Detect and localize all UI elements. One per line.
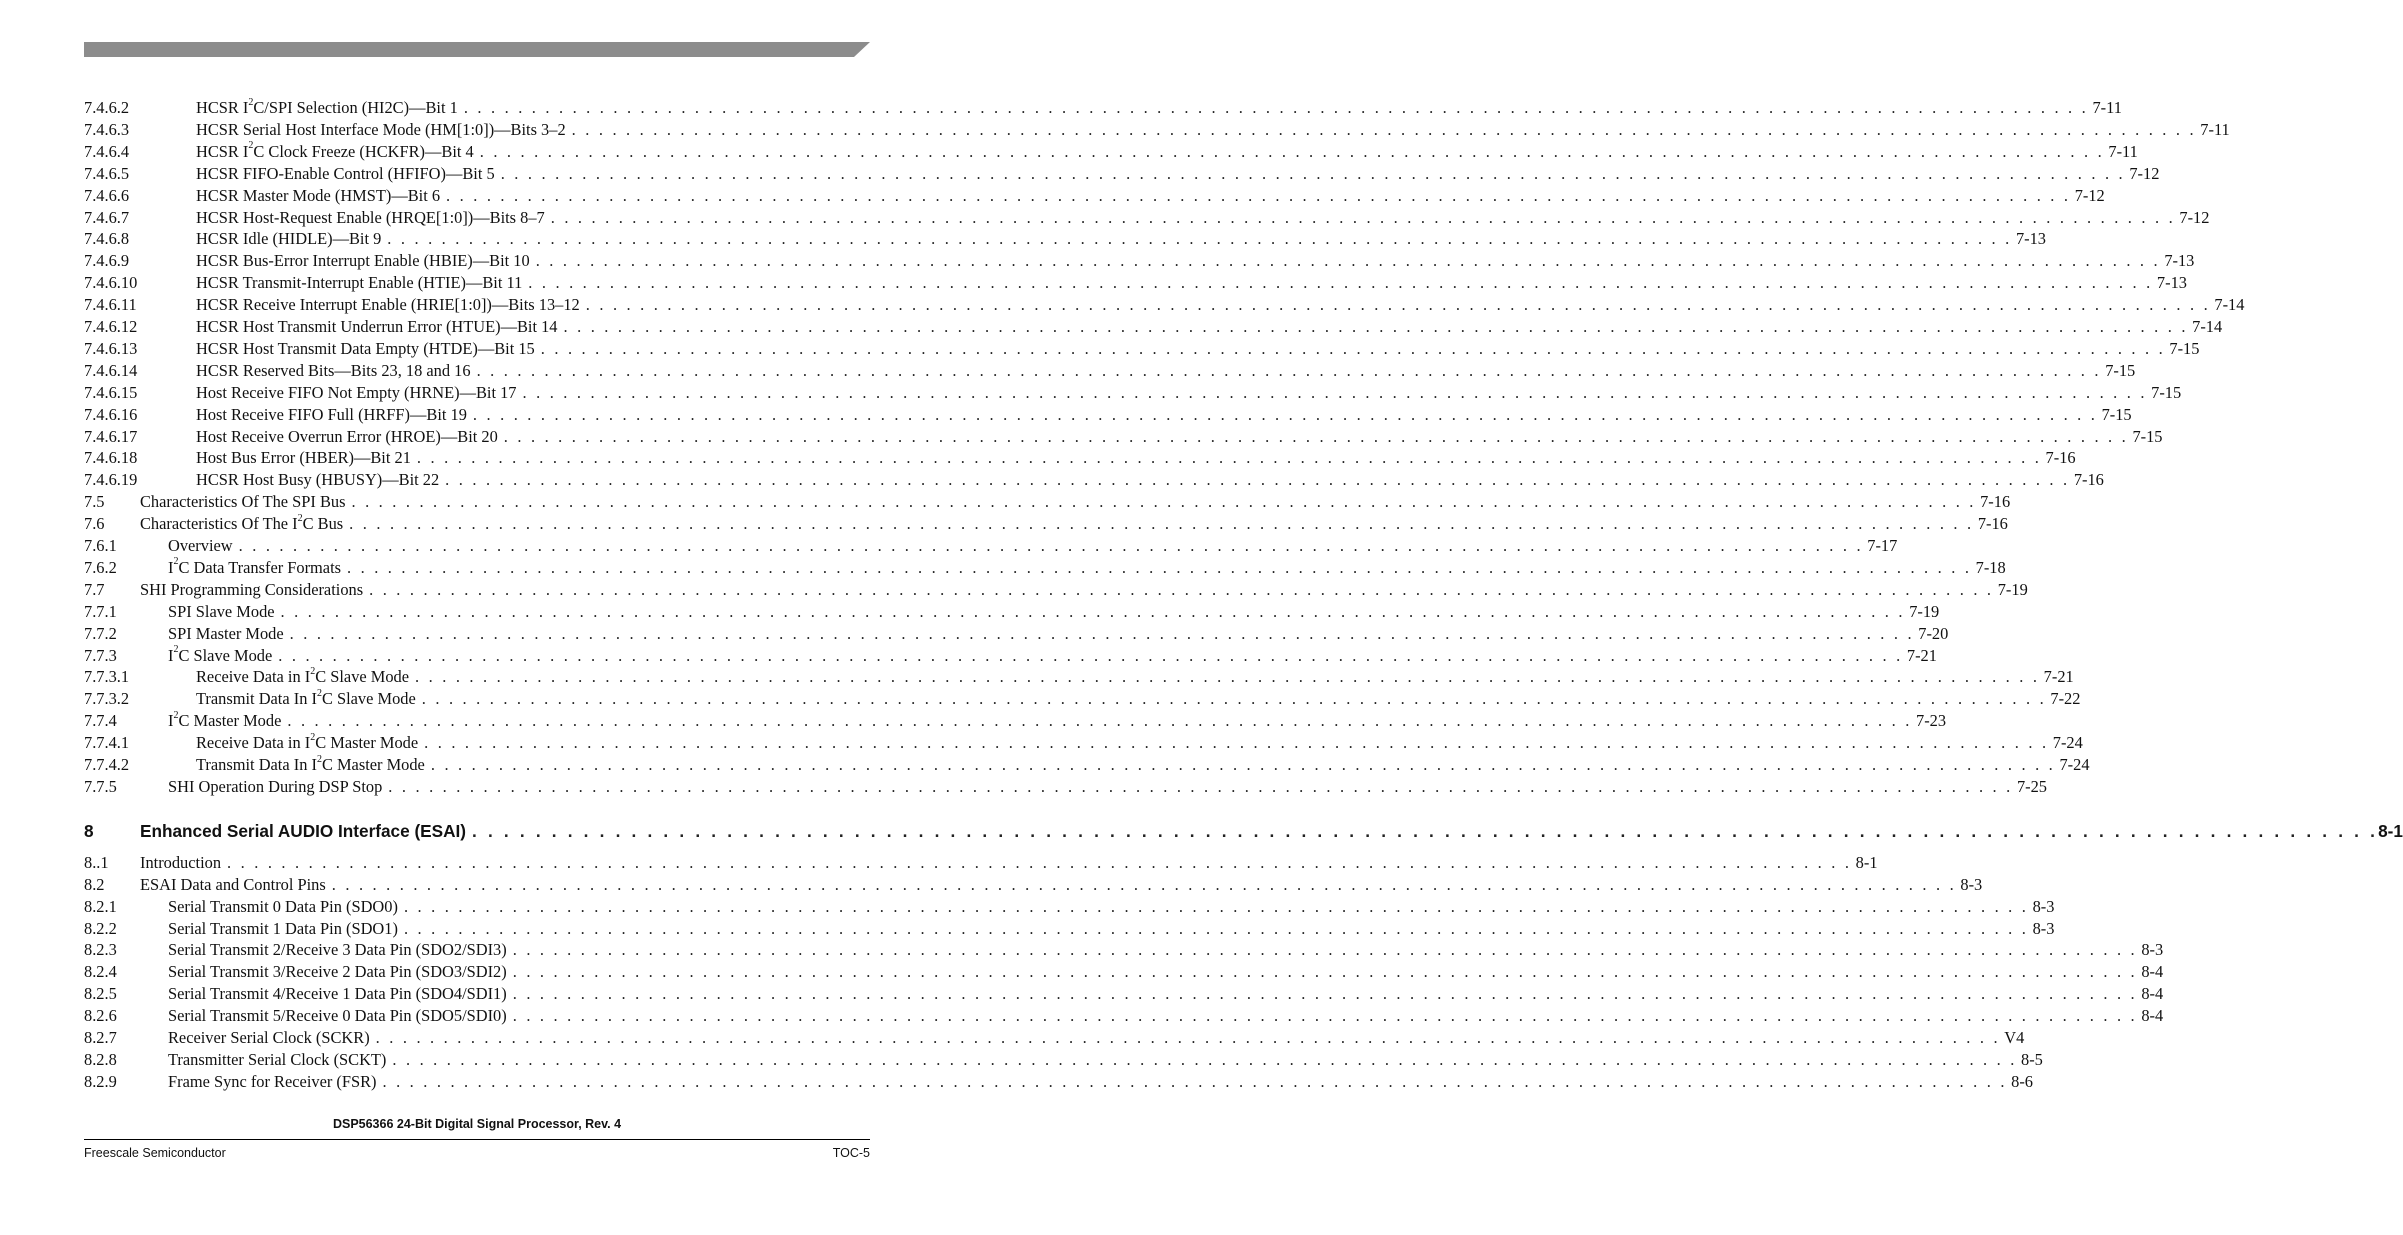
title-text: ESAI Data and Control Pins [140, 874, 326, 894]
toc-section-number: 8.2.7 [84, 1028, 117, 1047]
dot-leader: . . . . . . . . . . . . . . . . . . . . . . . . . . . . . . . . . . . . . . . . . . . . . . . . . . . . . . . . . . . . . . . . . . . . . . . . . . . . . . . . . . . . . . . . . . . . . . . . . . . . . . . . . . . . . . . . . . . . . . . . [522, 382, 2148, 402]
toc-row[interactable] [84, 984, 2164, 1006]
title-text: HCSR I [196, 98, 249, 117]
title-text: Serial Transmit 4/Receive 1 Data Pin (SDO4/SDI1) [168, 984, 507, 1004]
toc-row[interactable] [84, 962, 2164, 984]
toc-section-number: 7.7.5 [84, 776, 117, 796]
dot-leader: . . . . . . . . . . . . . . . . . . . . . . . . . . . . . . . . . . . . . . . . . . . . . . . . . . . . . . . . . . . . . . . . . . . . . . . . . . . . . . . . . . . . . . . . . . . . . . . . . . . . . . . . . . . . . . . . . . . . . . . . [347, 557, 1972, 577]
toc-row[interactable] [84, 492, 2011, 514]
dot-leader: . . . . . . . . . . . . . . . . . . . . . . . . . . . . . . . . . . . . . . . . . . . . . . . . . . . . . . . . . . . . . . . . . . . . . . . . . . . . . . . . . . . . . . . . . . . . . . . . . . . . . . . . . . . . . . . . . . . . . . . . [349, 514, 1974, 534]
dot-leader: . . . . . . . . . . . . . . . . . . . . . . . . . . . . . . . . . . . . . . . . . . . . . . . . . . . . . . . . . . . . . . . . . . . . . . . . . . . . . . . . . . . . . . . . . . . . . . . . . . . . . . . . . . . . . . . . . . . . . . . . [472, 404, 2098, 424]
toc-row[interactable] [84, 96, 2122, 120]
toc-row[interactable] [84, 382, 2182, 405]
toc-entry-title[interactable] [168, 962, 513, 982]
title-text: HCSR Reserved Bits—Bits 23, 18 and 16 [196, 360, 471, 380]
dot-leader: . . . . . . . . . . . . . . . . . . . . . . . . . . . . . . . . . . . . . . . . . . . . . . . . . . . . . . . . . . . . . . . . . . . . . . . . . . . . . . . . . . . . . . . . . . . . . . . . . . . . . . . . . . . . . . . . . . . . . . . . [392, 1049, 2018, 1069]
toc-entry-title[interactable] [196, 164, 501, 184]
toc-section-number: 7.4.6.5 [84, 163, 130, 183]
title-text: Transmitter Serial Clock (SCKT) [168, 1049, 387, 1069]
toc-entry-title[interactable] [196, 427, 504, 447]
toc-entry-title[interactable] [196, 120, 572, 140]
dot-leader: . . . . . . . . . . . . . . . . . . . . . . . . . . . . . . . . . . . . . . . . . . . . . . . . . . . . . . . . . . . . . . . . . . . . . . . . . . . . . . . . . . . . . . . . . . . . . . . . . . . . . . . . . . . . . . . . . . . . . . . . [403, 918, 2029, 938]
toc-row[interactable] [84, 119, 2230, 142]
superscript: 2 [248, 140, 254, 152]
title-text: C Master Mode [315, 733, 419, 753]
toc-row[interactable] [84, 536, 1898, 558]
title-text: Host Receive Overrun Error (HROE)—Bit 20 [196, 426, 498, 446]
toc-entry-title[interactable] [168, 984, 513, 1004]
toc-section-number: 8.2.2 [84, 918, 117, 938]
toc-page-number[interactable]: 7-20 [1918, 623, 1949, 643]
dot-leader: . . . . . . . . . . . . . . . . . . . . . . . . . . . . . . . . . . . . . . . . . . . . . . . . . . . . . . . . . . . . . . . . . . . . . . . . . . . . . . . . . . . . . . . . . . . . . . . . . . . . . . . . . . . . . . . . . . . . . . . . [479, 141, 2105, 161]
toc-page-number[interactable]: 7-15 [2151, 382, 2182, 402]
toc-page-number[interactable]: 7-16 [1980, 492, 2011, 512]
toc-page-number[interactable]: 7-15 [2132, 426, 2163, 446]
dot-leader: . . . . . . . . . . . . . . . . . . . . . . . . . . . . . . . . . . . . . . . . . . . . . . . . . . . . . . . . . . . . . . . . . . . . . . . . . . . . . . . . . . . . . . . . . . . . . . . . . . . . . . . . . . . . . . . . . . . . . . . . [278, 645, 1903, 665]
toc-row[interactable] [84, 918, 2055, 941]
dot-leader: . . . . . . . . . . . . . . . . . . . . . . . . . . . . . . . . . . . . . . . . . . . . . . . . . . . . . . . . . . . . . . . . . . . . . . . . . . . . . . . . . . . . . . . . . . . . . . . . . . . . . . . . . . . . . . . . . . . . . . . . [512, 1006, 2138, 1026]
toc-row[interactable] [84, 229, 2046, 251]
dot-leader: . . . . . . . . . . . . . . . . . . . . . . . . . . . . . . . . . . . . . . . . . . . . . . . . . . . . . . . . . . . . . . . . . . . . . . . . . . . . . . . . . . . . . . . . . . . . . . . . . . . . . . . . . . . . . . . . . . . . . . . . [375, 1028, 2001, 1047]
title-text: C Master Mode [178, 711, 282, 731]
dot-leader: . . . . . . . . . . . . . . . . . . . . . . . . . . . . . . . . . . . . . . . . . . . . . . . . . . . . . . . . . . . . . . . . . . . . . . . . . . . . . . . . . . . . . . . . . . . . . . . . . . . . . . . . . . . . . . . . . . . . . . . . [430, 755, 2056, 774]
toc-row[interactable] [84, 776, 2047, 799]
toc-page-number[interactable]: 7-14 [2192, 317, 2223, 336]
toc-page-number[interactable]: 8-4 [2141, 962, 2164, 982]
toc-row[interactable] [84, 295, 2245, 317]
title-text: HCSR Idle (HIDLE)—Bit 9 [196, 229, 382, 249]
title-text: Receive Data in I [196, 667, 311, 687]
toc-section-number: 7.7.3.1 [84, 667, 130, 687]
toc-section-number: 7.4.6.2 [84, 98, 130, 117]
toc-page-number[interactable]: 8-4 [2141, 1006, 2164, 1026]
superscript: 2 [173, 644, 179, 656]
toc-page-number[interactable]: 7-14 [2214, 295, 2245, 315]
toc-page-number[interactable]: 7-12 [2074, 185, 2105, 205]
dot-leader: . . . . . . . . . . . . . . . . . . . . . . . . . . . . . . . . . . . . . . . . . . . . . . . . . . . . . . . . . . . . . . . . . . . . . . . . . . . . . . . . . . . . . . . . . . . . . . . . . . . . . . . . . . . . . . . . . . . . . . . . [387, 229, 2012, 249]
toc-page-number[interactable]: 7-17 [1867, 536, 1898, 555]
title-text: Host Bus Error (HBER)—Bit 21 [196, 448, 411, 468]
superscript: 2 [297, 512, 303, 524]
toc-section-number: 8 [84, 820, 94, 841]
dot-leader: . . . . . . . . . . . . . . . . . . . . . . . . . . . . . . . . . . . . . . . . . . . . . . . . . . . . . . . . . . . . . . . . . . . . . . . . . . . . . . . . . . . . . . . . . . . . . . . . . . . . . . . . . . . . . . . . . . . . . . . . [563, 317, 2189, 336]
dot-leader: . . . . . . . . . . . . . . . . . . . . . . . . . . . . . . . . . . . . . . . . . . . . . . . . . . . . . . . . . . . . . . . . . . . . . . . . . . . . . . . . . . . . . . . . . . . . . . . . . . . . . . . . . . . . . . . . . . . . . . . . [445, 470, 2070, 490]
toc-entry-title[interactable] [196, 295, 586, 315]
toc-section-number: 7.4.6.6 [84, 185, 130, 205]
title-text: C Data Transfer Formats [178, 557, 341, 577]
footer-company: Freescale Semiconductor [84, 1146, 226, 1160]
toc-section-number: 7.6 [84, 514, 105, 534]
toc-entry-title[interactable] [168, 897, 404, 917]
toc-entry-title[interactable] [168, 1072, 382, 1092]
toc-section-number: 8.2.9 [84, 1071, 117, 1091]
toc-entry-title[interactable] [196, 208, 551, 228]
superscript: 2 [173, 556, 179, 568]
title-text: C Slave Mode [178, 645, 273, 665]
toc-row[interactable] [84, 623, 1949, 646]
toc-section-number: 7.7.3.2 [84, 689, 130, 709]
toc-entry-title[interactable] [168, 777, 388, 797]
toc-section-number: 7.4.6.18 [84, 448, 138, 468]
toc-row[interactable] [84, 185, 2105, 208]
dot-leader: . . . . . . . . . . . . . . . . . . . . . . . . . . . . . . . . . . . . . . . . . . . . . . . . . . . . . . . . . . . . . . . . . . . . . . . . . . . . . . . . . . . . . . . . . . . . . . . . . . . . . . . . . . . . . . . . . . . . . . . . [472, 820, 2379, 841]
toc-row[interactable] [84, 1049, 2043, 1072]
toc-entry-title[interactable] [196, 667, 415, 687]
toc-section-number: 8..1 [84, 852, 109, 872]
toc-section-number: 7.4.6.11 [84, 295, 137, 315]
dot-leader: . . . . . . . . . . . . . . . . . . . . . . . . . . . . . . . . . . . . . . . . . . . . . . . . . . . . . . . . . . . . . . . . . . . . . . . . . . . . . . . . . . . . . . . . . . . . . . . . . . . . . . . . . . . . . . . . . . . . . . . . [500, 163, 2126, 183]
toc-page-number[interactable]: 7-19 [1997, 579, 2028, 599]
toc-section-number: 7.4.6.19 [84, 470, 138, 490]
toc-section-number: 8.2.3 [84, 940, 117, 960]
toc-entry-title[interactable] [196, 405, 473, 425]
title-text: C Master Mode [321, 755, 425, 774]
toc-entry-title[interactable] [196, 733, 424, 753]
toc-page-number[interactable]: 7-13 [2015, 229, 2046, 249]
dot-leader: . . . . . . . . . . . . . . . . . . . . . . . . . . . . . . . . . . . . . . . . . . . . . . . . . . . . . . . . . . . . . . . . . . . . . . . . . . . . . . . . . . . . . . . . . . . . . . . . . . . . . . . . . . . . . . . . . . . . . . . . [227, 852, 1852, 872]
toc-entry-title[interactable] [196, 229, 387, 249]
toc-section-number: 7.4.6.10 [84, 273, 138, 293]
title-text: Receiver Serial Clock (SCKR) [168, 1028, 370, 1047]
title-text: Characteristics Of The I [140, 514, 298, 534]
toc-row[interactable] [84, 1071, 2033, 1094]
toc-page-number[interactable]: 7-11 [2200, 119, 2230, 139]
dot-leader: . . . . . . . . . . . . . . . . . . . . . . . . . . . . . . . . . . . . . . . . . . . . . . . . . . . . . . . . . . . . . . . . . . . . . . . . . . . . . . . . . . . . . . . . . . . . . . . . . . . . . . . . . . . . . . . . . . . . . . . . [388, 776, 2013, 796]
title-text: SPI Master Mode [168, 623, 284, 643]
toc-page-number[interactable]: 7-11 [2108, 141, 2138, 161]
toc-page-number[interactable]: 7-12 [2179, 207, 2210, 227]
toc-page-number[interactable]: 7-16 [1977, 514, 2008, 534]
toc-row[interactable] [84, 896, 2055, 919]
toc-row[interactable] [84, 687, 2081, 711]
toc-section-number: 8.2 [84, 874, 105, 894]
toc-entry-title[interactable] [196, 339, 541, 359]
toc-page-number[interactable]: V4 [2004, 1028, 2025, 1047]
toc-row[interactable] [84, 852, 1878, 875]
dot-leader: . . . . . . . . . . . . . . . . . . . . . . . . . . . . . . . . . . . . . . . . . . . . . . . . . . . . . . . . . . . . . . . . . . . . . . . . . . . . . . . . . . . . . . . . . . . . . . . . . . . . . . . . . . . . . . . . . . . . . . . . [382, 1071, 2008, 1091]
toc-row[interactable] [84, 360, 2136, 383]
toc-page-number[interactable]: 7-19 [1909, 601, 1940, 621]
toc-page-number[interactable]: 7-11 [2092, 98, 2122, 117]
title-text: Enhanced Serial AUDIO Interface (ESAI) [140, 820, 467, 841]
toc-entry-title[interactable] [196, 470, 445, 490]
toc-entry-title[interactable] [140, 875, 332, 895]
toc-row[interactable] [84, 601, 1940, 624]
title-text: SPI Slave Mode [168, 601, 275, 621]
toc-page-number[interactable]: 8-3 [1960, 874, 1983, 894]
title-text: Host Receive FIFO Full (HRFF)—Bit 19 [196, 404, 467, 424]
dot-leader: . . . . . . . . . . . . . . . . . . . . . . . . . . . . . . . . . . . . . . . . . . . . . . . . . . . . . . . . . . . . . . . . . . . . . . . . . . . . . . . . . . . . . . . . . . . . . . . . . . . . . . . . . . . . . . . . . . . . . . . . [369, 579, 1994, 599]
toc-page-number[interactable]: 8-3 [2141, 940, 2164, 960]
toc-row[interactable] [84, 273, 2187, 295]
toc-entry-title[interactable] [168, 624, 290, 644]
toc-section-number: 7.6.1 [84, 536, 117, 555]
toc-page-number[interactable]: 7-12 [2129, 163, 2160, 183]
toc-section-number: 8.2.5 [84, 984, 117, 1004]
toc-row[interactable] [84, 404, 2132, 427]
toc-entry-title[interactable] [168, 602, 281, 622]
toc-entry-title[interactable] [168, 646, 278, 666]
title-text: I [168, 557, 174, 577]
title-text: C Clock Freeze (HCKFR)—Bit 4 [253, 141, 474, 161]
dot-leader: . . . . . . . . . . . . . . . . . . . . . . . . . . . . . . . . . . . . . . . . . . . . . . . . . . . . . . . . . . . . . . . . . . . . . . . . . . . . . . . . . . . . . . . . . . . . . . . . . . . . . . . . . . . . . . . . . . . . . . . . [421, 689, 2047, 709]
toc-entry-title[interactable] [140, 492, 351, 512]
toc-entry-title[interactable] [168, 1028, 376, 1048]
title-text: Serial Transmit 1 Data Pin (SDO1) [168, 918, 398, 938]
toc-row[interactable] [84, 207, 2210, 230]
title-text: SHI Programming Considerations [140, 579, 364, 599]
title-text: Receive Data in I [196, 733, 311, 753]
header-bar [84, 42, 870, 57]
title-text: HCSR FIFO-Enable Control (HFIFO)—Bit 5 [196, 163, 495, 183]
toc-entry-title[interactable] [140, 514, 349, 534]
toc-page-number[interactable]: 7-22 [2050, 689, 2081, 709]
dot-leader: . . . . . . . . . . . . . . . . . . . . . . . . . . . . . . . . . . . . . . . . . . . . . . . . . . . . . . . . . . . . . . . . . . . . . . . . . . . . . . . . . . . . . . . . . . . . . . . . . . . . . . . . . . . . . . . . . . . . . . . . [512, 940, 2138, 960]
title-text: HCSR Receive Interrupt Enable (HRIE[1:0])—Bits 13–12 [196, 295, 580, 315]
toc-entry-title[interactable] [196, 317, 564, 337]
dot-leader: . . . . . . . . . . . . . . . . . . . . . . . . . . . . . . . . . . . . . . . . . . . . . . . . . . . . . . . . . . . . . . . . . . . . . . . . . . . . . . . . . . . . . . . . . . . . . . . . . . . . . . . . . . . . . . . . . . . . . . . . [238, 536, 1864, 555]
superscript: 2 [310, 665, 316, 677]
toc-entry-title[interactable] [140, 853, 227, 873]
toc-entry-title[interactable] [168, 711, 287, 731]
toc-page-number[interactable]: 7-21 [2043, 667, 2074, 687]
toc-section-number: 7.4.6.8 [84, 229, 130, 249]
toc-section-number: 7.7.4.1 [84, 733, 130, 753]
toc-entry-title[interactable] [168, 940, 513, 960]
toc-row[interactable] [84, 709, 1947, 733]
toc-entry-title[interactable] [196, 142, 480, 162]
toc-row[interactable] [84, 470, 2104, 492]
toc-section-number: 7.4.6.4 [84, 141, 130, 161]
title-text: HCSR Host Transmit Data Empty (HTDE)—Bit 15 [196, 338, 535, 358]
toc-section-number: 7.7 [84, 579, 105, 599]
title-text: C/SPI Selection (HI2C)—Bit 1 [253, 98, 458, 117]
toc-page-number[interactable]: 8-1 [1855, 852, 1878, 872]
title-text: Host Receive FIFO Not Empty (HRNE)—Bit 17 [196, 382, 517, 402]
toc-section-number: 7.4.6.13 [84, 338, 138, 358]
dot-leader: . . . . . . . . . . . . . . . . . . . . . . . . . . . . . . . . . . . . . . . . . . . . . . . . . . . . . . . . . . . . . . . . . . . . . . . . . . . . . . . . . . . . . . . . . . . . . . . . . . . . . . . . . . . . . . . . . . . . . . . . [280, 601, 1906, 621]
toc-page-number[interactable]: 7-16 [2073, 470, 2104, 490]
title-text: Overview [168, 536, 233, 555]
toc-row[interactable] [84, 512, 2008, 536]
toc-row[interactable] [84, 426, 2163, 449]
title-text: C Bus [302, 514, 344, 534]
dot-leader: . . . . . . . . . . . . . . . . . . . . . . . . . . . . . . . . . . . . . . . . . . . . . . . . . . . . . . . . . . . . . . . . . . . . . . . . . . . . . . . . . . . . . . . . . . . . . . . . . . . . . . . . . . . . . . . . . . . . . . . . [289, 623, 1915, 643]
toc-section-number: 7.4.6.3 [84, 119, 130, 139]
dot-leader: . . . . . . . . . . . . . . . . . . . . . . . . . . . . . . . . . . . . . . . . . . . . . . . . . . . . . . . . . . . . . . . . . . . . . . . . . . . . . . . . . . . . . . . . . . . . . . . . . . . . . . . . . . . . . . . . . . . . . . . . [585, 295, 2211, 315]
toc-page-number[interactable]: 8-6 [2011, 1071, 2033, 1091]
dot-leader: . . . . . . . . . . . . . . . . . . . . . . . . . . . . . . . . . . . . . . . . . . . . . . . . . . . . . . . . . . . . . . . . . . . . . . . . . . . . . . . . . . . . . . . . . . . . . . . . . . . . . . . . . . . . . . . . . . . . . . . . [571, 119, 2197, 139]
title-text: HCSR Host Busy (HBUSY)—Bit 22 [196, 470, 440, 490]
toc-row[interactable] [84, 556, 2006, 580]
toc-entry-title[interactable] [168, 1050, 392, 1070]
toc-entry-title[interactable] [168, 1006, 513, 1026]
toc-row[interactable] [84, 1028, 2025, 1050]
title-text: Serial Transmit 2/Receive 3 Data Pin (SDO2/SDI3) [168, 940, 507, 960]
toc-row[interactable] [84, 317, 2223, 339]
title-text: HCSR Serial Host Interface Mode (HM[1:0])—Bits 3–2 [196, 119, 566, 139]
toc-section-number: 7.4.6.16 [84, 404, 138, 424]
toc-entry-title[interactable] [196, 689, 422, 709]
title-text: I [168, 711, 174, 731]
toc-row[interactable] [84, 579, 2028, 602]
toc-page-number[interactable]: 7-13 [2156, 273, 2187, 293]
title-text: HCSR I [196, 141, 249, 161]
title-text: Characteristics Of The SPI Bus [140, 492, 346, 512]
toc-section-number: 7.4.6.15 [84, 382, 138, 402]
toc-row[interactable] [84, 644, 1937, 668]
superscript: 2 [316, 687, 322, 699]
dot-leader: . . . . . . . . . . . . . . . . . . . . . . . . . . . . . . . . . . . . . . . . . . . . . . . . . . . . . . . . . . . . . . . . . . . . . . . . . . . . . . . . . . . . . . . . . . . . . . . . . . . . . . . . . . . . . . . . . . . . . . . . [512, 962, 2138, 982]
toc-section-number: 8.2.6 [84, 1006, 117, 1026]
toc-page-number[interactable]: 7-24 [2052, 733, 2083, 753]
dot-leader: . . . . . . . . . . . . . . . . . . . . . . . . . . . . . . . . . . . . . . . . . . . . . . . . . . . . . . . . . . . . . . . . . . . . . . . . . . . . . . . . . . . . . . . . . . . . . . . . . . . . . . . . . . . . . . . . . . . . . . . . [403, 896, 2029, 916]
toc-section-number: 7.7.3 [84, 645, 117, 665]
title-text: Transmit Data In I [196, 689, 317, 709]
title-text: Introduction [140, 852, 222, 872]
title-text: HCSR Bus-Error Interrupt Enable (HBIE)—Bit 10 [196, 251, 530, 271]
title-text: C Slave Mode [321, 689, 416, 709]
dot-leader: . . . . . . . . . . . . . . . . . . . . . . . . . . . . . . . . . . . . . . . . . . . . . . . . . . . . . . . . . . . . . . . . . . . . . . . . . . . . . . . . . . . . . . . . . . . . . . . . . . . . . . . . . . . . . . . . . . . . . . . . [535, 251, 2161, 271]
toc-section-number: 7.7.4 [84, 711, 117, 731]
footer-divider [84, 1139, 870, 1140]
dot-leader: . . . . . . . . . . . . . . . . . . . . . . . . . . . . . . . . . . . . . . . . . . . . . . . . . . . . . . . . . . . . . . . . . . . . . . . . . . . . . . . . . . . . . . . . . . . . . . . . . . . . . . . . . . . . . . . . . . . . . . . . [416, 448, 2042, 468]
toc-entry-title[interactable] [196, 361, 477, 381]
toc-chapter-row[interactable] [84, 820, 2403, 843]
dot-leader: . . . . . . . . . . . . . . . . . . . . . . . . . . . . . . . . . . . . . . . . . . . . . . . . . . . . . . . . . . . . . . . . . . . . . . . . . . . . . . . . . . . . . . . . . . . . . . . . . . . . . . . . . . . . . . . . . . . . . . . . [512, 984, 2138, 1004]
toc-entry-title[interactable] [196, 98, 464, 118]
title-text: C Slave Mode [315, 667, 410, 687]
toc-page-number[interactable]: 7-13 [2164, 251, 2195, 271]
dot-leader: . . . . . . . . . . . . . . . . . . . . . . . . . . . . . . . . . . . . . . . . . . . . . . . . . . . . . . . . . . . . . . . . . . . . . . . . . . . . . . . . . . . . . . . . . . . . . . . . . . . . . . . . . . . . . . . . . . . . . . . . [331, 874, 1957, 894]
toc-row[interactable] [84, 163, 2160, 186]
toc-section-number: 8.2.8 [84, 1049, 117, 1069]
toc-entry-title[interactable] [140, 580, 369, 600]
footer-page-number: TOC-5 [832, 1146, 870, 1160]
dot-leader: . . . . . . . . . . . . . . . . . . . . . . . . . . . . . . . . . . . . . . . . . . . . . . . . . . . . . . . . . . . . . . . . . . . . . . . . . . . . . . . . . . . . . . . . . . . . . . . . . . . . . . . . . . . . . . . . . . . . . . . . [463, 98, 2089, 117]
title-text: I [168, 645, 174, 665]
toc-page-number[interactable]: 7-18 [1975, 557, 2006, 577]
toc-row[interactable] [84, 338, 2200, 361]
toc-entry-title[interactable] [196, 186, 446, 206]
toc-page-number[interactable]: 7-25 [2016, 776, 2047, 796]
toc-row[interactable] [84, 665, 2074, 689]
toc-entry-title[interactable] [168, 558, 347, 578]
toc-row[interactable] [84, 874, 1983, 897]
toc-row[interactable] [84, 1006, 2164, 1028]
dot-leader: . . . . . . . . . . . . . . . . . . . . . . . . . . . . . . . . . . . . . . . . . . . . . . . . . . . . . . . . . . . . . . . . . . . . . . . . . . . . . . . . . . . . . . . . . . . . . . . . . . . . . . . . . . . . . . . . . . . . . . . . [528, 273, 2153, 293]
toc-entry-title[interactable] [140, 821, 472, 842]
dot-leader: . . . . . . . . . . . . . . . . . . . . . . . . . . . . . . . . . . . . . . . . . . . . . . . . . . . . . . . . . . . . . . . . . . . . . . . . . . . . . . . . . . . . . . . . . . . . . . . . . . . . . . . . . . . . . . . . . . . . . . . . [287, 711, 1912, 731]
toc-row[interactable] [84, 940, 2164, 962]
toc-row[interactable] [84, 753, 2090, 777]
title-text: Transmit Data In I [196, 755, 317, 774]
toc-section-number: 7.4.6.17 [84, 426, 138, 446]
toc-row[interactable] [84, 251, 2195, 273]
superscript: 2 [248, 96, 254, 108]
dot-leader: . . . . . . . . . . . . . . . . . . . . . . . . . . . . . . . . . . . . . . . . . . . . . . . . . . . . . . . . . . . . . . . . . . . . . . . . . . . . . . . . . . . . . . . . . . . . . . . . . . . . . . . . . . . . . . . . . . . . . . . . [424, 733, 2049, 753]
superscript: 2 [316, 753, 322, 765]
toc-entry-title[interactable] [168, 919, 404, 939]
toc-page-number[interactable]: 7-21 [1906, 645, 1937, 665]
toc-page-number[interactable]: 7-24 [2059, 755, 2090, 774]
toc-page-number[interactable]: 7-15 [2101, 404, 2132, 424]
toc-entry-title[interactable] [196, 448, 417, 468]
dot-leader: . . . . . . . . . . . . . . . . . . . . . . . . . . . . . . . . . . . . . . . . . . . . . . . . . . . . . . . . . . . . . . . . . . . . . . . . . . . . . . . . . . . . . . . . . . . . . . . . . . . . . . . . . . . . . . . . . . . . . . . . [550, 207, 2176, 227]
toc-page-number[interactable]: 8-3 [2032, 896, 2055, 916]
dot-leader: . . . . . . . . . . . . . . . . . . . . . . . . . . . . . . . . . . . . . . . . . . . . . . . . . . . . . . . . . . . . . . . . . . . . . . . . . . . . . . . . . . . . . . . . . . . . . . . . . . . . . . . . . . . . . . . . . . . . . . . . [540, 338, 2166, 358]
toc-section-number: 7.4.6.12 [84, 317, 138, 336]
toc-section-number: 8.2.4 [84, 962, 117, 982]
dot-leader: . . . . . . . . . . . . . . . . . . . . . . . . . . . . . . . . . . . . . . . . . . . . . . . . . . . . . . . . . . . . . . . . . . . . . . . . . . . . . . . . . . . . . . . . . . . . . . . . . . . . . . . . . . . . . . . . . . . . . . . . [415, 667, 2040, 687]
toc-section-number: 7.7.1 [84, 601, 117, 621]
title-text: Serial Transmit 3/Receive 2 Data Pin (SDO3/SDI2) [168, 962, 507, 982]
title-text: SHI Operation During DSP Stop [168, 776, 383, 796]
toc-section-number: 7.4.6.14 [84, 360, 138, 380]
toc-row[interactable] [84, 731, 2083, 755]
superscript: 2 [173, 709, 179, 721]
superscript: 2 [310, 731, 316, 743]
toc-section-number: 7.4.6.7 [84, 207, 130, 227]
toc-page-number[interactable]: 8-3 [2032, 918, 2055, 938]
toc-page-number[interactable]: 7-15 [2105, 360, 2136, 380]
title-text: Frame Sync for Receiver (FSR) [168, 1071, 377, 1091]
toc-page-number[interactable]: 7-15 [2169, 338, 2200, 358]
toc-section-number: 8.2.1 [84, 896, 117, 916]
dot-leader: . . . . . . . . . . . . . . . . . . . . . . . . . . . . . . . . . . . . . . . . . . . . . . . . . . . . . . . . . . . . . . . . . . . . . . . . . . . . . . . . . . . . . . . . . . . . . . . . . . . . . . . . . . . . . . . . . . . . . . . . [351, 492, 1977, 512]
title-text: Serial Transmit 5/Receive 0 Data Pin (SDO5/SDI0) [168, 1006, 507, 1026]
title-text: HCSR Transmit-Interrupt Enable (HTIE)—Bit 11 [196, 273, 523, 293]
toc-section-number: 7.5 [84, 492, 105, 512]
toc-row[interactable] [84, 448, 2076, 470]
toc-section-number: 7.4.6.9 [84, 251, 130, 271]
title-text: Serial Transmit 0 Data Pin (SDO0) [168, 896, 398, 916]
toc-entry-title[interactable] [196, 273, 528, 293]
dot-leader: . . . . . . . . . . . . . . . . . . . . . . . . . . . . . . . . . . . . . . . . . . . . . . . . . . . . . . . . . . . . . . . . . . . . . . . . . . . . . . . . . . . . . . . . . . . . . . . . . . . . . . . . . . . . . . . . . . . . . . . . [503, 426, 2129, 446]
header-bar-shape [84, 42, 870, 57]
toc-page-number[interactable]: 7-23 [1916, 711, 1947, 731]
toc-section-number: 7.6.2 [84, 557, 117, 577]
dot-leader: . . . . . . . . . . . . . . . . . . . . . . . . . . . . . . . . . . . . . . . . . . . . . . . . . . . . . . . . . . . . . . . . . . . . . . . . . . . . . . . . . . . . . . . . . . . . . . . . . . . . . . . . . . . . . . . . . . . . . . . . [476, 360, 2102, 380]
title-text: HCSR Host Transmit Underrun Error (HTUE)—Bit 14 [196, 317, 558, 336]
toc-section-number: 7.7.2 [84, 623, 117, 643]
toc-row[interactable] [84, 140, 2138, 164]
toc-entry-title[interactable] [196, 755, 431, 775]
toc-page-number[interactable]: 7-16 [2045, 448, 2076, 468]
toc-section-number: 7.7.4.2 [84, 755, 130, 774]
toc-page-number[interactable]: 8-4 [2141, 984, 2164, 1004]
toc-entry-title[interactable] [196, 251, 536, 271]
footer-document-title: DSP56366 24-Bit Digital Signal Processor, Rev. 4 [332, 1117, 622, 1131]
toc-page-number[interactable]: 8-1 [2378, 820, 2403, 841]
dot-leader: . . . . . . . . . . . . . . . . . . . . . . . . . . . . . . . . . . . . . . . . . . . . . . . . . . . . . . . . . . . . . . . . . . . . . . . . . . . . . . . . . . . . . . . . . . . . . . . . . . . . . . . . . . . . . . . . . . . . . . . . [446, 185, 2071, 205]
title-text: HCSR Master Mode (HMST)—Bit 6 [196, 185, 441, 205]
toc-entry-title[interactable] [196, 383, 523, 403]
toc-page-number[interactable]: 8-5 [2021, 1049, 2043, 1069]
title-text: HCSR Host-Request Enable (HRQE[1:0])—Bits 8–7 [196, 207, 545, 227]
toc-entry-title[interactable] [168, 536, 239, 556]
